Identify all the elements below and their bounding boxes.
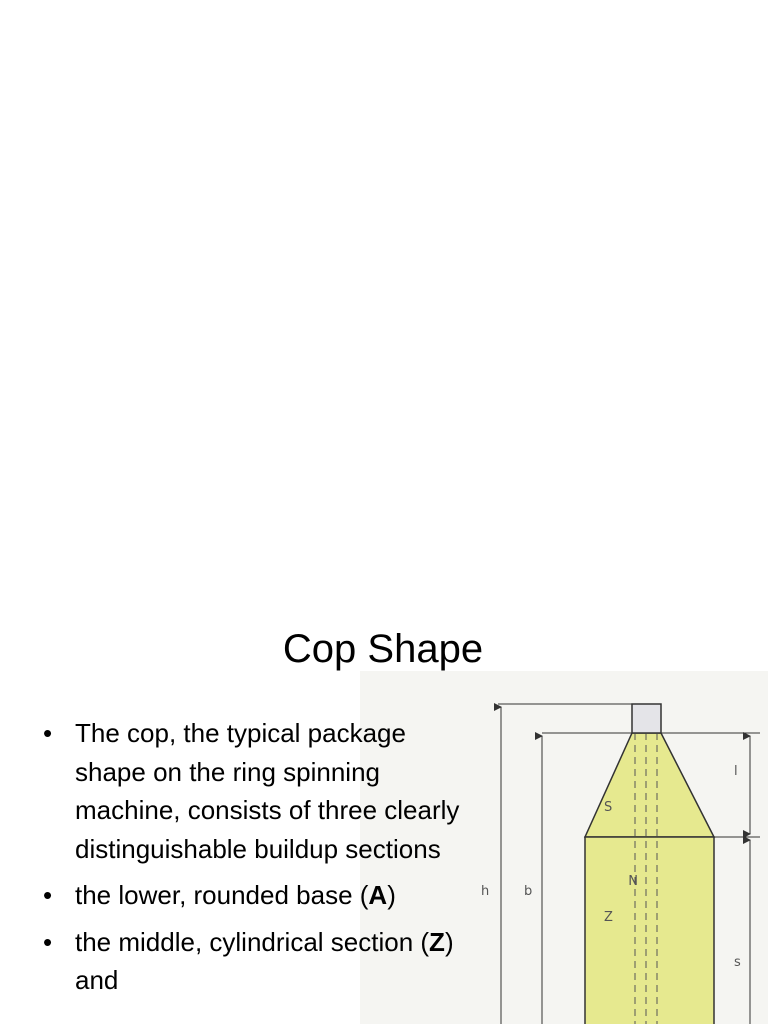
cop-cylindrical-section — [585, 837, 714, 1024]
label-b: b — [524, 884, 533, 899]
bullet-list — [43, 714, 483, 1008]
label-h: h — [481, 884, 490, 899]
label-N: N — [628, 871, 638, 886]
slide-title: Cop Shape — [282, 627, 484, 671]
bullet-text-post: ) — [387, 880, 396, 910]
cop-cone-section — [585, 733, 714, 837]
bullet-text-pre: the lower, rounded base ( — [75, 880, 369, 910]
bullet-item-base — [43, 876, 483, 915]
cop-tube-top — [632, 704, 661, 733]
bullet-item-cylindrical — [43, 923, 483, 1000]
bullet-text-bold: Z — [429, 926, 445, 957]
label-Z: Z — [604, 910, 613, 925]
label-S: S — [604, 800, 613, 815]
bullet-item-cop-description — [43, 714, 483, 868]
bullet-text-bold: A — [368, 880, 388, 910]
label-s: s — [734, 955, 741, 970]
bullet-text: The cop, the typical package shape on the ring spinning machine, consists of three clearly distinguishable buildup sections — [75, 718, 460, 864]
bullet-text-post: ) and — [75, 926, 454, 995]
bullet-text-pre: the middle, cylindrical section ( — [75, 926, 430, 957]
label-l: l — [734, 764, 738, 779]
